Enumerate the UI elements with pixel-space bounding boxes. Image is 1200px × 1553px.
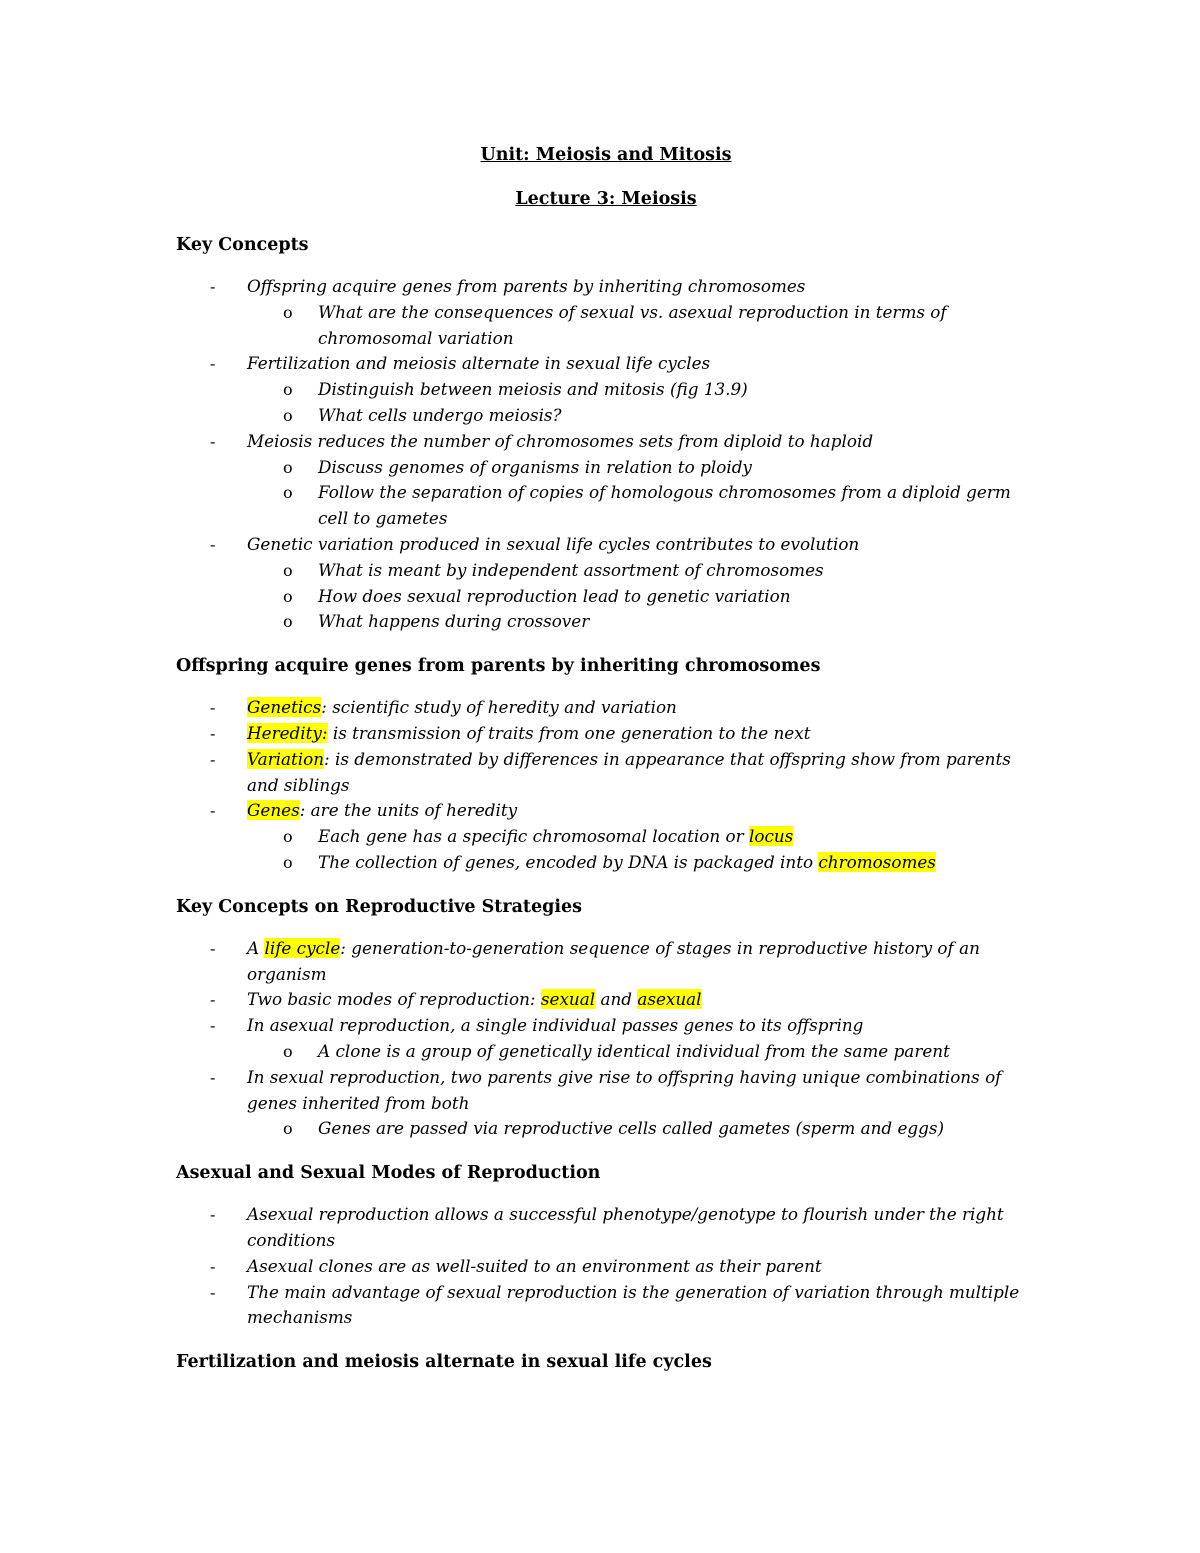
dash-marker: - xyxy=(210,1067,216,1087)
unit-title: Unit: Meiosis and Mitosis xyxy=(480,145,732,165)
sub-list-item xyxy=(176,1116,1036,1142)
list-item xyxy=(176,695,1036,721)
item-text: How does sexual reproduction lead to genetic variation xyxy=(318,585,791,606)
bullet-marker: o xyxy=(283,457,293,477)
dash-marker: - xyxy=(210,1256,216,1276)
bullet-marker: o xyxy=(283,380,293,400)
highlighted-term: asexual xyxy=(637,989,702,1010)
sub-list-item xyxy=(176,403,1036,429)
lecture-title: Lecture 3: Meiosis xyxy=(515,189,697,209)
dash-marker: - xyxy=(210,938,216,958)
bullet-marker: o xyxy=(283,302,293,322)
item-text: : are the units of heredity xyxy=(299,800,518,821)
section-heading: Fertilization and meiosis alternate in sexual life cycles xyxy=(176,1352,712,1373)
sub-list-item xyxy=(176,558,1036,584)
dash-marker: - xyxy=(210,990,216,1010)
list-item xyxy=(176,532,1036,558)
bullet-marker: o xyxy=(283,405,293,425)
item-text: : is demonstrated by differences in appearance that offspring show from parents and siblings xyxy=(247,748,1011,795)
bullet-list xyxy=(176,274,1036,635)
sub-list-item xyxy=(176,1039,1036,1065)
list-item xyxy=(176,1280,1036,1332)
section-heading: Offspring acquire genes from parents by inheriting chromosomes xyxy=(176,656,821,677)
highlighted-term: Genetics xyxy=(247,697,322,718)
section xyxy=(176,1347,1036,1377)
bullet-marker: o xyxy=(283,560,293,580)
item-text: and xyxy=(595,989,638,1010)
sub-list-item xyxy=(176,300,1036,352)
item-text: Genetic variation produced in sexual life cycles contributes to evolution xyxy=(247,533,860,554)
list-item xyxy=(176,721,1036,747)
item-text: : scientific study of heredity and variation xyxy=(321,697,677,718)
bullet-marker: o xyxy=(283,483,293,503)
sub-list-item xyxy=(176,480,1036,532)
item-text: What are the consequences of sexual vs. asexual reproduction in terms of chromosomal variation xyxy=(318,301,947,348)
sub-list-item xyxy=(176,584,1036,610)
list-item xyxy=(176,987,1036,1013)
list-item xyxy=(176,1013,1036,1039)
sections-container xyxy=(176,230,1036,1377)
highlighted-term: locus xyxy=(749,826,794,847)
item-text: What cells undergo meiosis? xyxy=(318,404,562,425)
dash-marker: - xyxy=(210,698,216,718)
dash-marker: - xyxy=(210,354,216,374)
bullet-marker: o xyxy=(283,586,293,606)
bullet-list xyxy=(176,936,1036,1142)
dash-marker: - xyxy=(210,749,216,769)
section xyxy=(176,892,1036,1142)
item-text: What is meant by independent assortment of chromosomes xyxy=(318,559,824,580)
list-item xyxy=(176,1065,1036,1117)
bullet-marker: o xyxy=(283,852,293,872)
list-item xyxy=(176,429,1036,455)
list-item xyxy=(176,274,1036,300)
section xyxy=(176,230,1036,635)
section-heading: Key Concepts on Reproductive Strategies xyxy=(176,896,583,917)
bullet-marker: o xyxy=(283,827,293,847)
sub-list-item xyxy=(176,824,1036,850)
section-heading: Key Concepts xyxy=(176,235,309,255)
section xyxy=(176,651,1036,876)
item-text: : generation-to-generation sequence of stages in reproductive history of an organism xyxy=(247,937,980,984)
bullet-list xyxy=(176,695,1036,876)
highlighted-term: chromosomes xyxy=(818,851,936,872)
dash-marker: - xyxy=(210,801,216,821)
dash-marker: - xyxy=(210,431,216,451)
highlighted-term: Variation xyxy=(247,748,324,769)
bullet-marker: o xyxy=(283,612,293,632)
item-text: A clone is a group of genetically identical individual from the same parent xyxy=(318,1040,950,1061)
section-heading: Asexual and Sexual Modes of Reproduction xyxy=(176,1163,601,1184)
section xyxy=(176,1158,1036,1331)
highlighted-term: Heredity: xyxy=(247,722,328,743)
sub-list-item xyxy=(176,609,1036,635)
item-text: A xyxy=(247,937,265,958)
item-text: In asexual reproduction, a single individual passes genes to its offspring xyxy=(247,1015,864,1036)
list-item xyxy=(176,936,1036,988)
item-text: Fertilization and meiosis alternate in sexual life cycles xyxy=(247,353,711,374)
item-text: The main advantage of sexual reproduction is the generation of variation through multiple mechanisms xyxy=(247,1281,1020,1328)
item-text: Discuss genomes of organisms in relation to ploidy xyxy=(318,456,752,477)
bullet-marker: o xyxy=(283,1119,293,1139)
list-item xyxy=(176,351,1036,377)
item-text: Follow the separation of copies of homologous chromosomes from a diploid germ cell to gametes xyxy=(318,482,1011,529)
item-text: is transmission of traits from one generation to the next xyxy=(327,722,811,743)
dash-marker: - xyxy=(210,1016,216,1036)
highlighted-term: sexual xyxy=(540,989,596,1010)
sub-list-item xyxy=(176,850,1036,876)
item-text: Each gene has a specific chromosomal location or xyxy=(318,826,749,847)
dash-marker: - xyxy=(210,1205,216,1225)
item-text: In sexual reproduction, two parents give rise to offspring having unique combinations of genes inherited from both xyxy=(247,1066,1002,1113)
bullet-marker: o xyxy=(283,1041,293,1061)
item-text: Two basic modes of reproduction: xyxy=(247,989,541,1010)
highlighted-term: Genes xyxy=(247,800,300,821)
dash-marker: - xyxy=(210,1282,216,1302)
item-text: Genes are passed via reproductive cells called gametes (sperm and eggs) xyxy=(318,1118,945,1139)
list-item xyxy=(176,1202,1036,1254)
item-text: Offspring acquire genes from parents by inheriting chromosomes xyxy=(247,276,806,296)
list-item xyxy=(176,747,1036,799)
dash-marker: - xyxy=(210,723,216,743)
list-item xyxy=(176,798,1036,824)
item-text: Asexual reproduction allows a successful phenotype/genotype to flourish under the right conditions xyxy=(247,1204,1004,1250)
highlighted-term: life cycle xyxy=(264,937,341,958)
bullet-list xyxy=(176,1202,1036,1331)
document-body xyxy=(176,140,1036,1377)
sub-list-item xyxy=(176,455,1036,481)
item-text: The collection of genes, encoded by DNA is packaged into xyxy=(318,851,819,872)
item-text: What happens during crossover xyxy=(318,611,590,632)
list-item xyxy=(176,1254,1036,1280)
sub-list-item xyxy=(176,377,1036,403)
dash-marker: - xyxy=(210,534,216,554)
dash-marker: - xyxy=(210,277,216,296)
item-text: Meiosis reduces the number of chromosomes sets from diploid to haploid xyxy=(247,430,874,451)
item-text: Asexual clones are as well-suited to an environment as their parent xyxy=(247,1255,822,1276)
item-text: Distinguish between meiosis and mitosis (fig 13.9) xyxy=(318,379,748,400)
